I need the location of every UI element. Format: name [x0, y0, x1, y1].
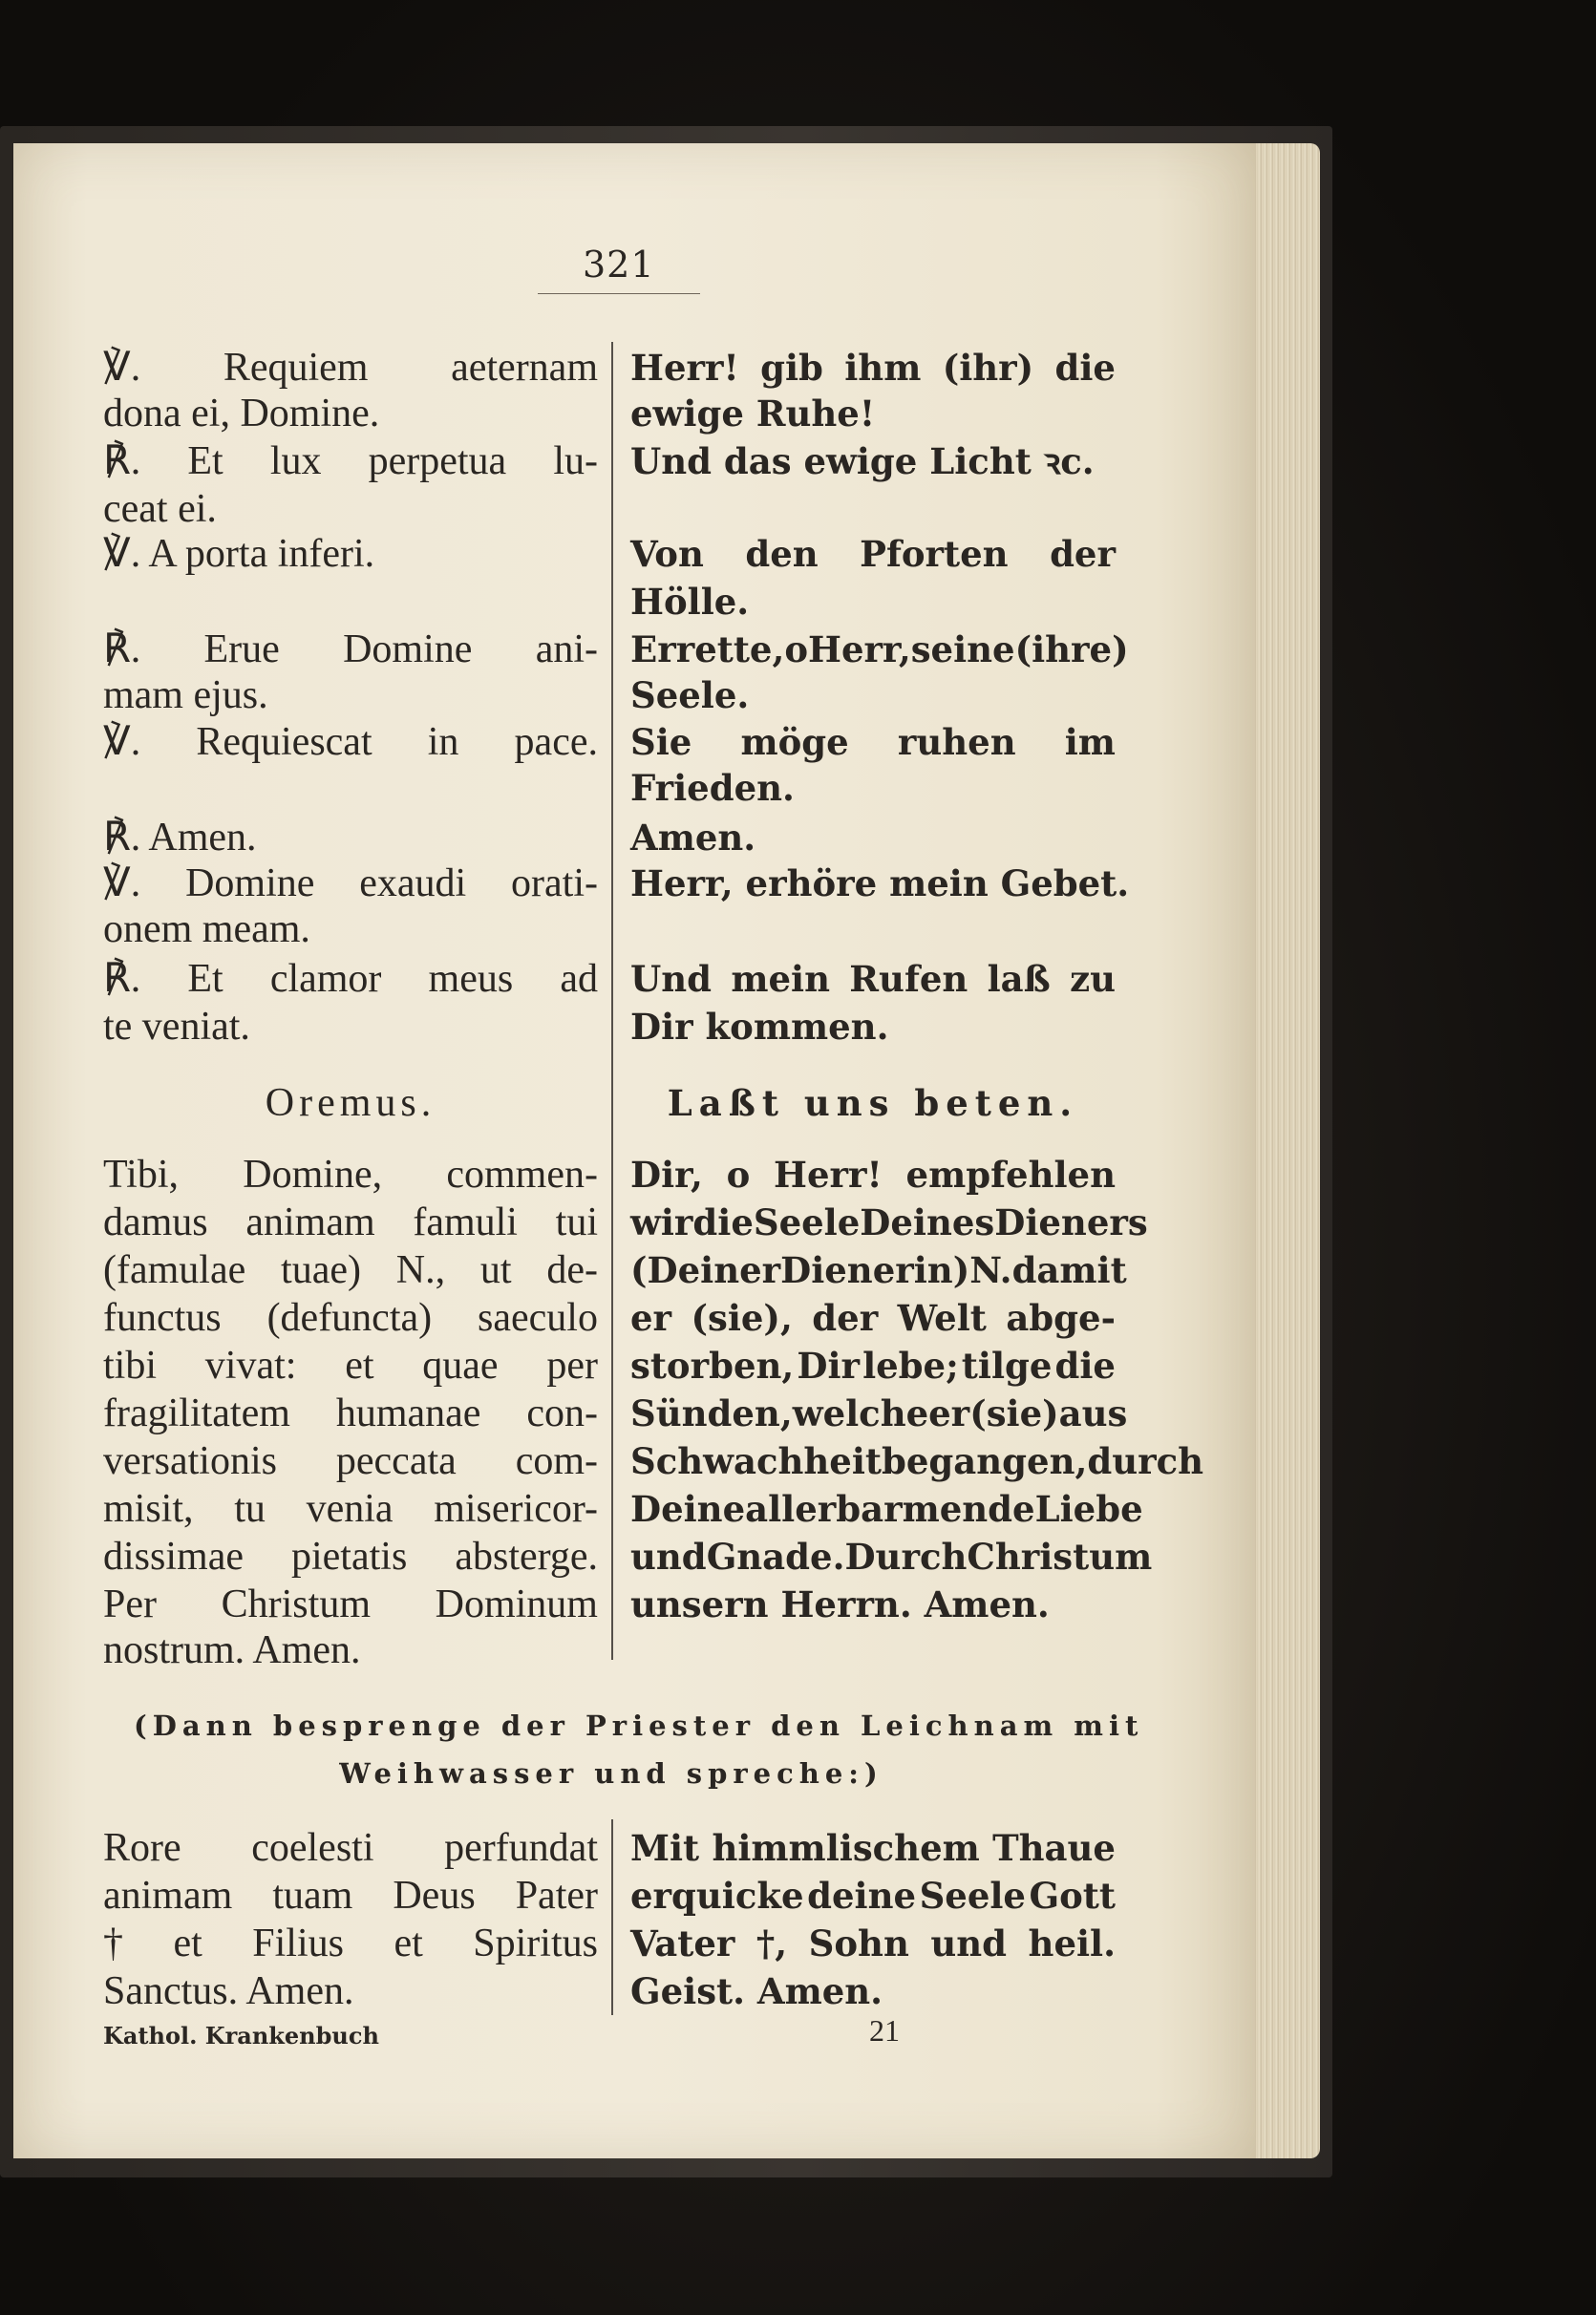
german-line: wir die Seele Deines Dieners [630, 1201, 1148, 1243]
latin-line: ℟. Et clamor meus ad [103, 957, 598, 1001]
german-line: (Deiner Dienerin) N. damit [630, 1249, 1127, 1291]
german-line: Frieden. [630, 767, 795, 809]
instruction-line-1: (Dann besprenge der Priester den Leichnam mit [134, 1710, 1144, 1742]
latin-line: ℣. Requiescat in pace. [103, 720, 598, 764]
latin-line: ℟. Et lux perpetua lu- [103, 439, 598, 483]
prayer-heading-german: Laßt uns beten. [667, 1082, 1079, 1124]
latin-line: tibi vivat: et quae per [103, 1344, 598, 1388]
german-blessing-line: Vater †, Sohn und heil. [630, 1922, 1116, 1965]
german-blessing-line: Mit himmlischem Thaue [630, 1827, 1116, 1869]
latin-line: ℟. Amen. [103, 816, 257, 860]
latin-line: Tibi, Domine, commen- [103, 1153, 598, 1197]
german-line: Hölle. [630, 581, 750, 623]
latin-line: ceat ei. [103, 487, 217, 531]
german-line: Sünden, welche er (sie) aus [630, 1392, 1128, 1434]
german-blessing-line: erquicke deine Seele Gott [630, 1875, 1116, 1917]
latin-line: mam ejus. [103, 673, 268, 717]
german-line: unsern Herrn. Amen. [630, 1583, 1050, 1625]
german-line: storben, Dir lebe; tilge die [630, 1345, 1116, 1387]
column-divider-bottom [611, 1819, 613, 2015]
latin-blessing-line: † et Filius et Spiritus [103, 1922, 598, 1965]
latin-line: fragilitatem humanae con- [103, 1391, 598, 1435]
latin-line: dona ei, Domine. [103, 392, 380, 435]
german-line: Schwachheit begangen, durch [630, 1440, 1204, 1482]
german-line: er (sie), der Welt abge- [630, 1297, 1116, 1339]
latin-line: te veniat. [103, 1005, 250, 1049]
latin-line: misit, tu venia misericor- [103, 1487, 598, 1531]
german-line: Und das ewige Licht ꝛc. [630, 440, 1095, 482]
latin-blessing-line: Sanctus. Amen. [103, 1969, 354, 2013]
german-line: Errette, o Herr, seine (ihre) [630, 628, 1129, 670]
latin-line: functus (defuncta) saeculo [103, 1296, 598, 1340]
latin-line: Per Christum Dominum [103, 1582, 598, 1626]
german-line: und Gnade. Durch Christum [630, 1536, 1153, 1578]
german-line: Sie möge ruhen im [630, 721, 1116, 763]
german-line: Und mein Rufen laß zu [630, 958, 1116, 1000]
german-line: Von den Pforten der [630, 533, 1116, 575]
german-blessing-line: Geist. Amen. [630, 1970, 883, 2012]
latin-line: ℣. Requiem aeternam [103, 346, 598, 390]
instruction-line-2: Weihwasser und spreche:) [339, 1757, 883, 1790]
german-line: Deine allerbarmende Liebe [630, 1488, 1143, 1530]
latin-line: dissimae pietatis absterge. [103, 1535, 598, 1579]
page-number: 321 [583, 244, 655, 286]
german-line: Dir, o Herr! empfehlen [630, 1154, 1116, 1196]
german-line: Dir kommen. [630, 1006, 889, 1048]
latin-line: versationis peccata com- [103, 1439, 598, 1483]
footer-title: Kathol. Krankenbuch [103, 2022, 379, 2050]
german-line: Seele. [630, 674, 750, 716]
column-divider-top [611, 342, 613, 1660]
latin-line: (famulae tuae) N., ut de- [103, 1248, 598, 1292]
german-line: ewige Ruhe! [630, 393, 876, 435]
prayer-heading-latin: Oremus. [265, 1081, 436, 1125]
german-line: Herr, erhöre mein Gebet. [630, 862, 1130, 904]
latin-line: onem meam. [103, 907, 310, 951]
latin-blessing-line: Rore coelesti perfundat [103, 1826, 598, 1870]
header-rule [538, 293, 700, 294]
latin-line: ℟. Erue Domine ani- [103, 627, 598, 671]
latin-line: ℣. A porta inferi. [103, 532, 375, 576]
german-line: Amen. [630, 817, 756, 859]
latin-blessing-line: animam tuam Deus Pater [103, 1874, 598, 1918]
german-line: Herr! gib ihm (ihr) die [630, 347, 1116, 389]
latin-line: damus animam famuli tui [103, 1200, 598, 1244]
latin-line: ℣. Domine exaudi orati- [103, 861, 598, 905]
latin-line: nostrum. Amen. [103, 1628, 361, 1672]
signature-mark: 21 [869, 2013, 900, 2048]
